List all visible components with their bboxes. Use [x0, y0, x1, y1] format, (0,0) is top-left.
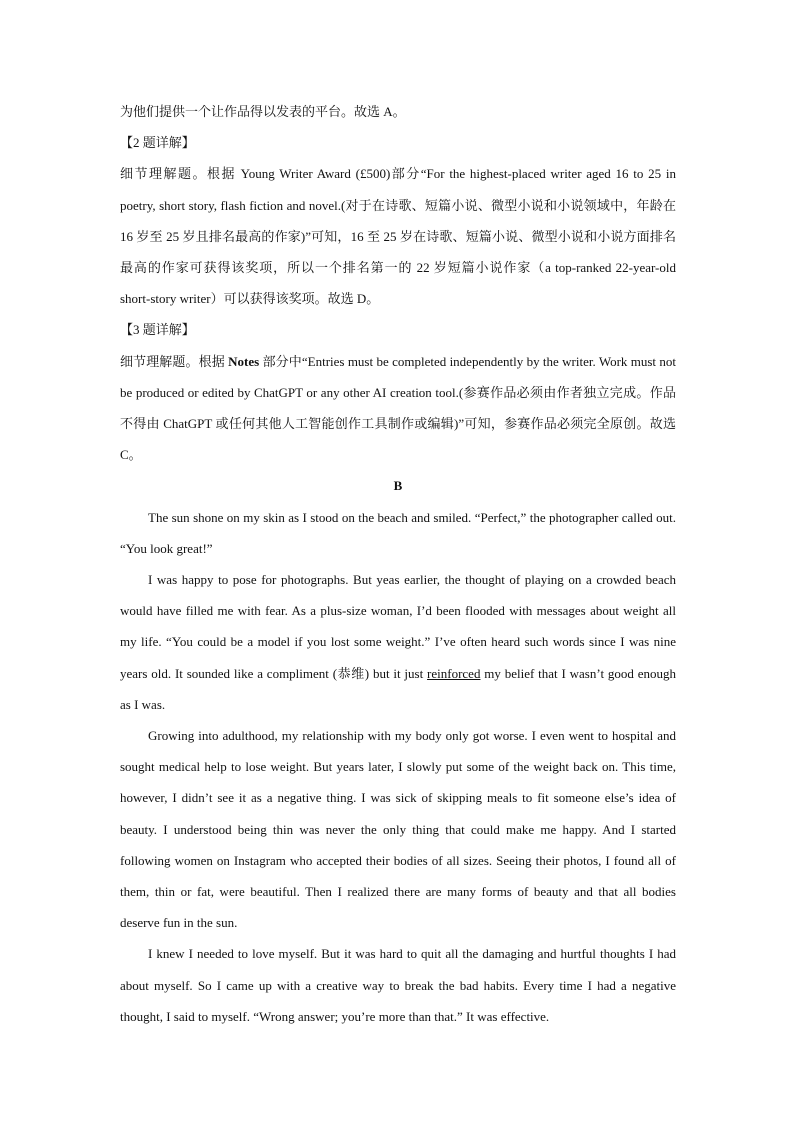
- passage-paragraph-4: I knew I needed to love myself. But it was hard to quit all the damaging and hurtful thoughts I had about myself. So I came up with a creative way to break the bad habits. Every time I had a negative thought, I said to myself. “Wrong answer; you’re more than that.” It was effective.: [120, 946, 676, 1024]
- passage-paragraph-1: The sun shone on my skin as I stood on the beach and smiled. “Perfect,” the photographer called out. “You look great!”: [120, 509, 676, 556]
- paragraph-2-after: my belief that I wasn’t good enough as I was.: [120, 665, 676, 712]
- section-b-title: B: [393, 478, 403, 494]
- passage-paragraph-3: Growing into adulthood, my relationship with my body only got worse. I even went to hospital and sought medical help to lose weight. But years later, I slowly put some of the weight back on. This time, however, I didn’t see it as a negative thing. I was sick of skipping meals to fit someone else’s idea of beauty. I understood being thin was never the only thing that could make me happy. And I started following women on Instagram who accepted their bodies of all sizes. Seeing their photos, I found all of them, thin or fat, were beautiful. Then I realized there are many forms of beauty and that all bodies deserve fun in the sun.: [120, 728, 676, 931]
- underlined-word: reinforced: [427, 665, 481, 681]
- passage-paragraph-2: [120, 564, 676, 720]
- paragraph-2-before: I was happy to pose for photographs. But yeas earlier, the thought of playing on a crowded beach would have filled me with fear. As a plus-size woman, I’d been flooded with messages about weight all my life. “You could be a model if you lost some weight.” I’ve often heard such words since I was nine years old. It sounded like a compliment (恭维) but it just: [120, 572, 676, 681]
- notes-term: Notes: [228, 353, 260, 369]
- question-2-explanation: 细节理解题。根据 Young Writer Award (£500)部分“For the highest-placed writer aged 16 to 25 in poetry, short story, flash fiction and novel.(对于在诗歌、短篇小说、微型小说和小说领域中，年龄在 16 岁至 25 岁且排名最高的作家)”可知，16 至 25 岁在诗歌、短篇小说、微型小说和小说方面排名最高的作家可获得该奖项，所以一个排名第一的 22 岁短篇小说作家（a top-ranked 22-year-old short-story writer）可以获得该奖项。故选 D。: [120, 166, 676, 307]
- question-3-rest: 部分中“Entries must be completed independently by the writer. Work must not be produced or edited by ChatGPT or any other AI creation tool.(参赛作品必须由作者独立完成。作品不得由 ChatGPT 或任何其他人工智能创作工具制作或编辑)”可知，参赛作品必须完全原创。故选 C。: [120, 353, 676, 463]
- question-3-explanation: [120, 346, 676, 471]
- question-3-prefix: 细节理解题。根据: [120, 353, 229, 369]
- answer-1-conclusion: 为他们提供一个让作品得以发表的平台。故选 A。: [120, 104, 406, 119]
- question-3-heading: 【3 题详解】: [120, 322, 195, 338]
- document-content: [120, 96, 676, 1032]
- question-2-heading: 【2 题详解】: [120, 135, 195, 151]
